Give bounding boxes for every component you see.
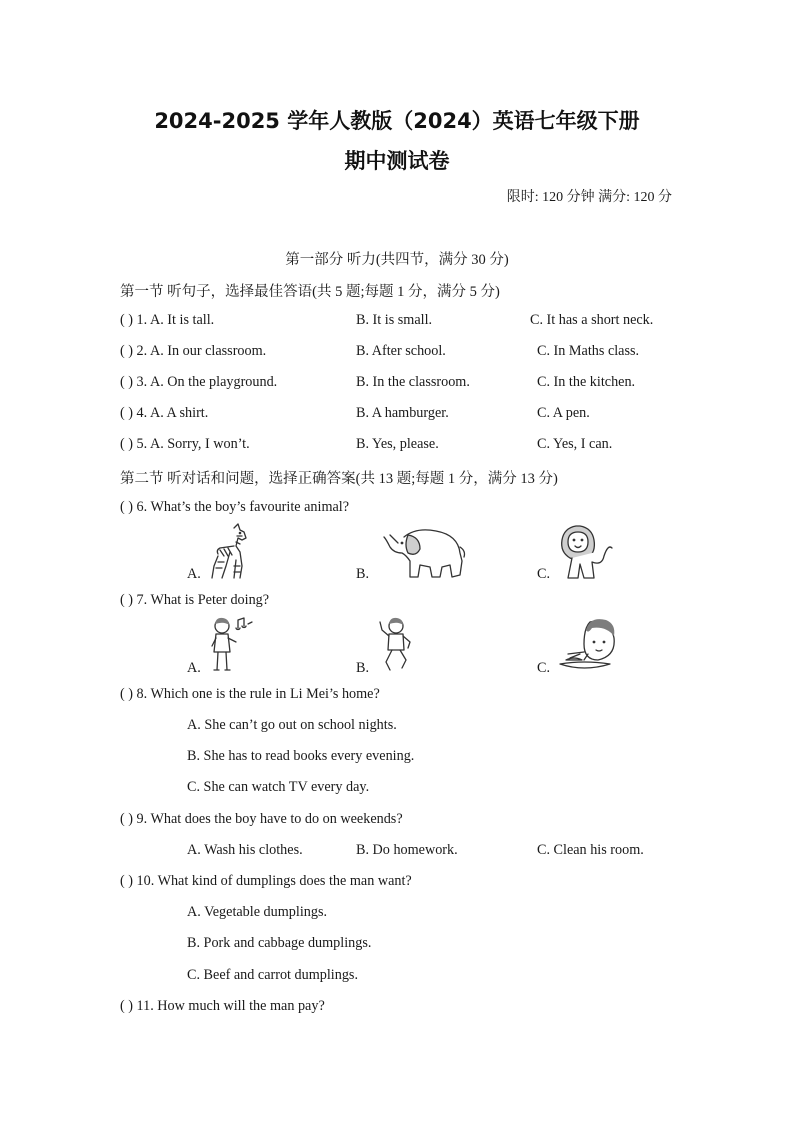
q1-stem: ( ) 1. A. It is tall. — [120, 312, 215, 328]
time-and-score: 限时: 120 分钟 满分: 120 分 — [506, 190, 672, 205]
q8-stem: ( ) 8. Which one is the rule in Li Mei’s home? — [120, 686, 380, 702]
q10-option-b: B. Pork and cabbage dumplings. — [187, 935, 372, 951]
q8-option-b: B. She has to read books every evening. — [187, 748, 415, 764]
q2-option-c: C. In Maths class. — [537, 343, 640, 359]
q6-option-a-label: A. — [187, 566, 201, 582]
zebra-icon — [204, 522, 254, 582]
q1-option-b: B. It is small. — [356, 312, 433, 328]
q4-option-b: B. A hamburger. — [356, 405, 449, 421]
eating-boy-icon — [554, 616, 620, 672]
q8-option-a: A. She can’t go out on school nights. — [187, 717, 397, 733]
part-1-heading: 第一部分 听力(共四节，满分 30 分) — [285, 252, 509, 268]
q5-option-c: C. Yes, I can. — [537, 436, 613, 452]
q6-option-c-label: C. — [537, 566, 551, 582]
q2-stem: ( ) 2. A. In our classroom. — [120, 343, 267, 359]
q5-stem: ( ) 5. A. Sorry, I won’t. — [120, 436, 250, 452]
q9-option-a: A. Wash his clothes. — [187, 842, 303, 858]
q10-option-c: C. Beef and carrot dumplings. — [187, 967, 358, 983]
q10-stem: ( ) 10. What kind of dumplings does the man want? — [120, 873, 412, 889]
lion-icon — [558, 522, 616, 582]
q10-option-a: A. Vegetable dumplings. — [187, 904, 328, 920]
q4-stem: ( ) 4. A. A shirt. — [120, 405, 209, 421]
q7-stem: ( ) 7. What is Peter doing? — [120, 592, 270, 608]
exam-subtitle: 期中测试卷 — [344, 149, 450, 173]
q9-stem: ( ) 9. What does the boy have to do on weekends? — [120, 811, 403, 827]
dancing-boy-icon — [378, 614, 414, 674]
q6-stem: ( ) 6. What’s the boy’s favourite animal? — [120, 499, 350, 515]
q2-option-b: B. After school. — [356, 343, 446, 359]
q1-option-c: C. It has a short neck. — [530, 312, 654, 328]
q4-option-c: C. A pen. — [537, 405, 590, 421]
exam-title: 2024-2025 学年人教版（2024）英语七年级下册 — [154, 109, 640, 133]
q7-option-c-label: C. — [537, 660, 551, 676]
q7-option-a-label: A. — [187, 660, 201, 676]
section-2-heading: 第二节 听对话和问题，选择正确答案(共 13 题;每题 1 分，满分 13 分) — [120, 471, 558, 487]
q3-stem: ( ) 3. A. On the playground. — [120, 374, 278, 390]
q3-option-c: C. In the kitchen. — [537, 374, 636, 390]
q5-option-b: B. Yes, please. — [356, 436, 439, 452]
section-1-heading: 第一节 听句子，选择最佳答语(共 5 题;每题 1 分，满分 5 分) — [120, 284, 500, 300]
q9-option-c: C. Clean his room. — [537, 842, 644, 858]
elephant-icon — [380, 525, 468, 583]
q6-option-b-label: B. — [356, 566, 370, 582]
q7-option-b-label: B. — [356, 660, 370, 676]
q3-option-b: B. In the classroom. — [356, 374, 470, 390]
q9-option-b: B. Do homework. — [356, 842, 458, 858]
q8-option-c: C. She can watch TV every day. — [187, 779, 370, 795]
q11-stem: ( ) 11. How much will the man pay? — [120, 998, 325, 1014]
singing-boy-icon — [208, 614, 254, 674]
